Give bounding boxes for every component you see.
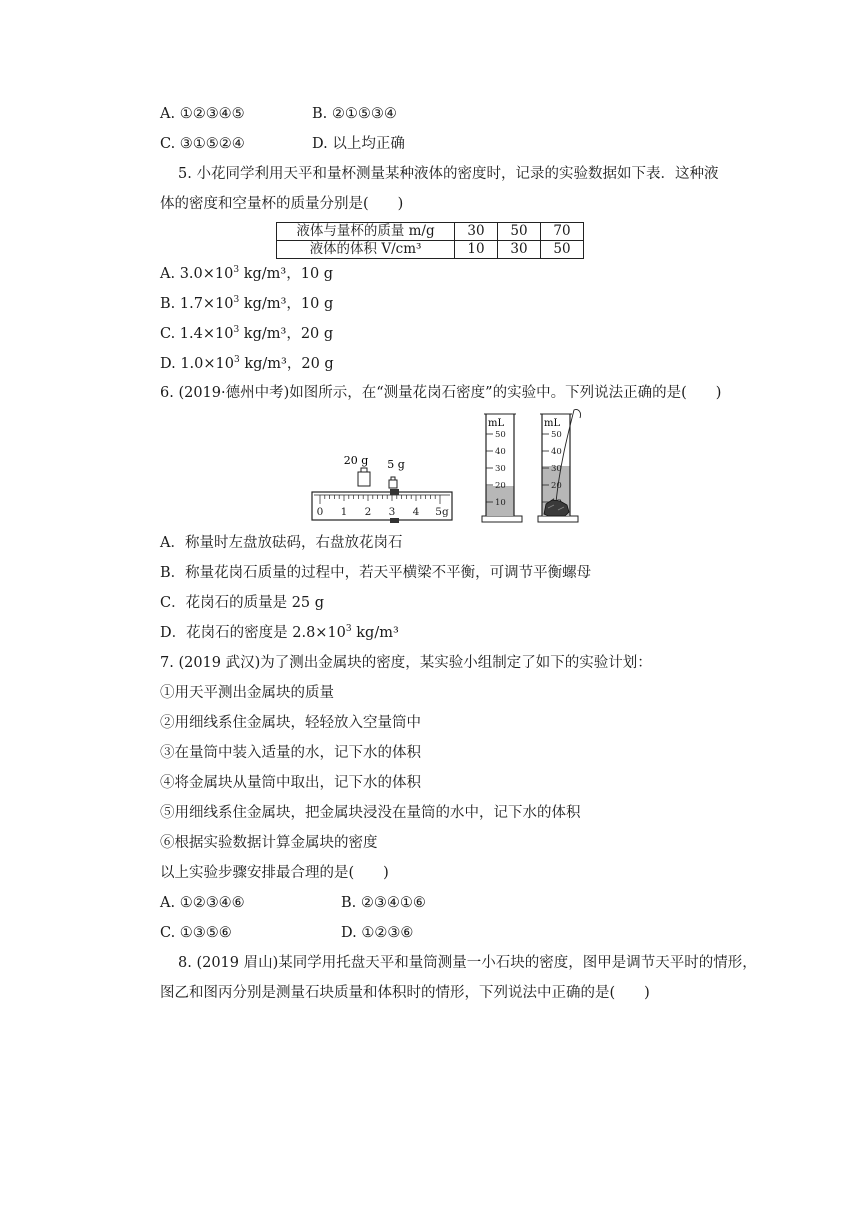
cylinder-water-figure [478, 408, 526, 526]
option-text: kg/m³，20 g [239, 326, 334, 342]
q7-option-d: D. ①②③⑥ [341, 925, 414, 941]
weight-20g-knob [361, 468, 367, 472]
table-row [277, 223, 584, 241]
q4-option-c: C. ③①⑤②④ [160, 136, 245, 152]
cylinder-tick-label: 30 [551, 464, 562, 474]
q7-step: ⑤用细线系住金属块，把金属块浸没在量筒的水中，记下水的体积 [160, 805, 581, 821]
cylinder-tick-label: 20 [551, 481, 562, 491]
scale-tick-label: 1 [340, 506, 348, 518]
exponent: 3 [234, 355, 240, 366]
table-cell: 30 [498, 241, 541, 259]
cylinder-tick-label: 40 [551, 447, 562, 457]
cylinder-stone-figure [534, 404, 590, 526]
q5-option-b [160, 294, 333, 314]
option-text: kg/m³，10 g [239, 266, 334, 282]
q6-stem: 6. (2019·德州中考)如图所示，在“测量花岗石密度”的实验中。下列说法正确的是( ) [160, 385, 722, 401]
cylinder-unit-label: mL [544, 418, 561, 429]
q7-step: ⑥根据实验数据计算金属块的密度 [160, 835, 378, 851]
table-cell: 70 [541, 223, 584, 241]
q8-stem-line1: 8. (2019 眉山)某同学用托盘天平和量筒测量一小石块的密度，图甲是调节天平时的情形， [178, 955, 757, 971]
rider-marker-bottom [390, 518, 399, 523]
exponent: 3 [345, 624, 352, 635]
q7-step: ④将金属块从量筒中取出，记下水的体积 [160, 775, 421, 791]
weight-20g-label: 20 g [343, 454, 369, 467]
table-cell: 50 [541, 241, 584, 259]
q7-stem: 7. (2019 武汉)为了测出金属块的密度，某实验小组制定了如下的实验计划： [160, 655, 652, 671]
q5-data-table [276, 222, 584, 259]
option-text: D. 1.0×10 [160, 356, 234, 372]
q6-option-b: B．称量花岗石质量的过程中，若天平横梁不平衡，可调节平衡螺母 [160, 565, 592, 581]
option-text: C. 1.4×10 [160, 326, 234, 342]
q4-option-a: A. ①②③④⑤ [160, 106, 245, 122]
balance-scale-figure [300, 448, 460, 526]
cylinder-tick-label: 50 [551, 430, 562, 440]
cylinder-tick-label: 50 [495, 430, 506, 440]
q6-option-a: A．称量时左盘放砝码，右盘放花岗石 [160, 535, 403, 551]
scale-tick-label: 4 [412, 506, 420, 518]
q5-option-a [160, 264, 333, 284]
option-text: kg/m³，10 g [239, 296, 334, 312]
q5-option-c [160, 324, 333, 344]
cylinder-tick-label: 10 [495, 498, 506, 508]
option-text: B. 1.7×10 [160, 296, 234, 312]
scale-beam [312, 492, 452, 520]
table-row-header: 液体的体积 V/cm³ [277, 241, 455, 259]
scale-tick-label: 0 [316, 506, 324, 518]
scale-tick-label: 2 [364, 506, 372, 518]
q5-stem-line1: 5. 小花同学利用天平和量杯测量某种液体的密度时，记录的实验数据如下表．这种液 [178, 166, 719, 182]
rider-marker [390, 489, 399, 495]
scale-tick-label: 5g [435, 506, 449, 518]
q7-option-c: C. ①③⑤⑥ [160, 925, 232, 941]
table-row-header: 液体与量杯的质量 m/g [277, 223, 455, 241]
option-text: A. 3.0×10 [160, 266, 234, 282]
table-cell: 30 [455, 223, 498, 241]
option-text: kg/m³，20 g [239, 356, 334, 372]
exponent: 3 [233, 265, 240, 276]
weight-5g-label: 5 g [387, 458, 405, 471]
table-cell: 10 [455, 241, 498, 259]
option-text: kg/m³ [351, 625, 399, 641]
q7-option-b: B. ②③④①⑥ [341, 895, 426, 911]
q7-step: ③在量筒中装入适量的水，记下水的体积 [160, 745, 421, 761]
q4-option-b: B. ②①⑤③④ [312, 106, 397, 122]
q7-option-a: A. ①②③④⑥ [160, 895, 245, 911]
cylinder-tick-label: 20 [495, 481, 506, 491]
exponent: 3 [233, 295, 240, 306]
q7-step: ①用天平测出金属块的质量 [160, 685, 334, 701]
cylinder-tick-label: 30 [495, 464, 506, 474]
q6-option-d [160, 623, 399, 643]
weight-20g-icon [358, 472, 370, 486]
q7-step: ②用细线系住金属块，轻轻放入空量筒中 [160, 715, 421, 731]
q5-option-d [160, 354, 334, 374]
exponent: 3 [233, 325, 240, 336]
cylinder-tick-label: 40 [495, 447, 506, 457]
q6-option-c: C．花岗石的质量是 25 g [160, 595, 325, 611]
cylinder-unit-label: mL [488, 418, 505, 429]
table-row [277, 241, 584, 259]
weight-5g-icon [389, 480, 397, 488]
table-cell: 50 [498, 223, 541, 241]
q4-option-d: D. 以上均正确 [312, 136, 405, 152]
option-text: D．花岗石的密度是 2.8×10 [160, 625, 346, 641]
scale-tick-label: 3 [388, 506, 396, 518]
q7-question: 以上实验步骤安排最合理的是( ) [160, 865, 389, 881]
q5-stem-line2: 体的密度和空量杯的质量分别是( ) [160, 196, 404, 212]
q8-stem-line2: 图乙和图丙分别是测量石块质量和体积时的情形，下列说法中正确的是( ) [160, 985, 650, 1001]
